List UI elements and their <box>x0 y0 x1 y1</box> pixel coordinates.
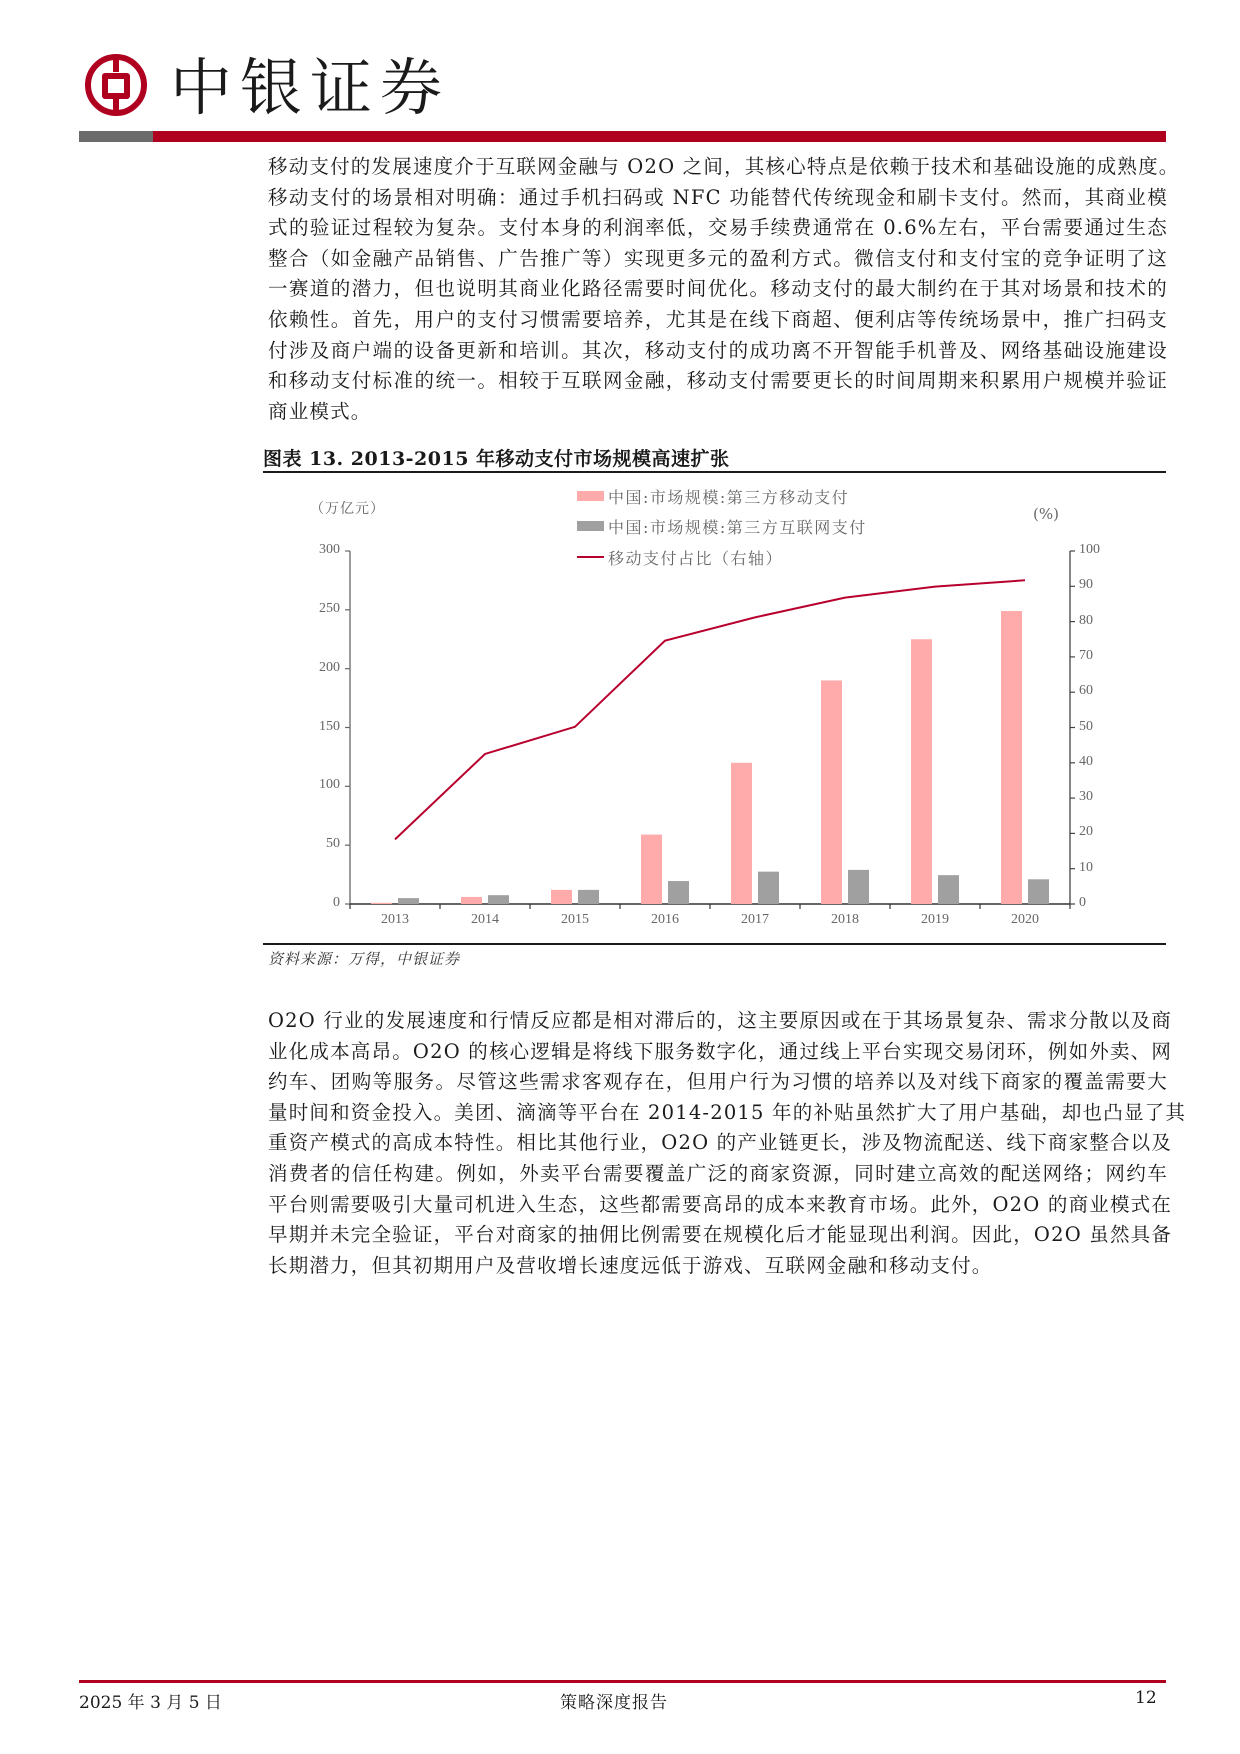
legend-label: 中国:市场规模:第三方互联网支付 <box>608 517 867 537</box>
legend-label: 移动支付占比（右轴） <box>608 548 784 568</box>
bar <box>398 898 419 904</box>
bar <box>1028 879 1049 904</box>
bar <box>371 903 392 904</box>
x-tick-label: 2014 <box>471 912 499 927</box>
left-tick-label: 200 <box>319 659 340 675</box>
paragraph-line: 整合（如金融产品销售、广告推广等）实现更多元的盈利方式。微信支付和支付宝的竞争证明了这 <box>268 246 1168 270</box>
bar <box>551 890 572 904</box>
paragraph-line: 式的验证过程较为复杂。支付本身的利润率低，交易手续费通常在 0.6%左右，平台需要通过生态 <box>268 216 1168 240</box>
bar <box>641 835 662 904</box>
bar <box>938 875 959 904</box>
paragraph-line: 付涉及商户端的设备更新和培训。其次，移动支付的成功离不开智能手机普及、网络基础设施建设 <box>268 338 1168 362</box>
paragraph-line: O2O 行业的发展速度和行情反应都是相对滞后的，这主要原因或在于其场景复杂、需求分散以及商 <box>268 1009 1173 1032</box>
left-tick-label: 150 <box>319 718 340 734</box>
legend-label: 中国:市场规模:第三方移动支付 <box>608 487 850 507</box>
paragraph-line: 约车、团购等服务。尽管这些需求客观存在，但用户行为习惯的培养以及对线下商家的覆盖需要大 <box>268 1070 1168 1094</box>
paragraph-line: 和移动支付标准的统一。相较于互联网金融，移动支付需要更长的时间周期来积累用户规模并验证 <box>268 369 1168 393</box>
brand-name: 中银证券 <box>170 51 451 124</box>
x-tick-label: 2019 <box>921 912 949 927</box>
right-tick-label: 30 <box>1079 789 1093 805</box>
bar <box>461 897 482 904</box>
right-tick-label: 10 <box>1079 859 1093 875</box>
paragraph-line: 长期潜力，但其初期用户及营收增长速度远低于游戏、互联网金融和移动支付。 <box>268 1253 993 1277</box>
paragraph-line: 移动支付的发展速度介于互联网金融与 O2O 之间，其核心特点是依赖于技术和基础设施的成熟度。 <box>268 155 1180 178</box>
o2o-paragraph <box>268 1006 1187 1281</box>
bar <box>758 872 779 904</box>
right-tick-label: 90 <box>1079 577 1093 593</box>
footer-rule <box>79 1680 1166 1683</box>
bar <box>668 881 689 904</box>
x-tick-label: 2013 <box>381 912 409 927</box>
x-tick-label: 2018 <box>831 912 859 927</box>
bar <box>578 890 599 904</box>
left-tick-label: 300 <box>319 542 340 557</box>
bar <box>911 639 932 904</box>
figure-title: 图表 13. 2013-2015 年移动支付市场规模高速扩张 <box>263 448 730 470</box>
left-tick-label: 0 <box>333 895 340 910</box>
x-tick-label: 2016 <box>651 912 679 927</box>
right-tick-label: 0 <box>1079 895 1086 910</box>
x-tick-label: 2020 <box>1011 912 1039 927</box>
right-axis-unit: (%) <box>1033 505 1059 523</box>
left-tick-label: 250 <box>319 600 340 616</box>
right-tick-label: 20 <box>1079 824 1093 840</box>
left-tick-label: 50 <box>326 836 340 852</box>
bar <box>848 870 869 904</box>
paragraph-line: 一赛道的潜力，但也说明其商业化路径需要时间优化。移动支付的最大制约在于其对场景和技术的 <box>268 277 1168 301</box>
paragraph-line: 量时间和资金投入。美团、滴滴等平台在 2014-2015 年的补贴虽然扩大了用户基础，却也凸显了其 <box>268 1100 1187 1124</box>
right-tick-label: 70 <box>1079 647 1093 663</box>
right-tick-label: 40 <box>1079 753 1093 769</box>
x-tick-label: 2017 <box>741 912 769 927</box>
right-tick-label: 50 <box>1079 718 1093 734</box>
footer-date: 2025 年 3 月 5 日 <box>79 1693 222 1713</box>
figure-bottom-rule <box>263 943 1166 945</box>
paragraph-line: 依赖性。首先，用户的支付习惯需要培养，尤其是在线下商超、便利店等传统场景中，推广扫码支 <box>268 307 1168 331</box>
bar <box>731 763 752 904</box>
paragraph-line: 消费者的信任构建。例如，外卖平台需要覆盖广泛的商家资源，同时建立高效的配送网络；网约车 <box>268 1161 1168 1185</box>
paragraph-line: 早期并未完全验证，平台对商家的抽佣比例需要在规模化后才能显现出利润。因此，O2O 虽然具备 <box>268 1223 1173 1247</box>
paragraph-line: 移动支付的场景相对明确：通过手机扫码或 NFC 功能替代传统现金和刷卡支付。然而，其商业模 <box>268 185 1168 209</box>
page-number: 12 <box>1135 1688 1157 1708</box>
figure-source: 资料来源：万得，中银证券 <box>268 950 461 968</box>
left-tick-label: 100 <box>319 777 340 793</box>
right-tick-label: 60 <box>1079 683 1093 699</box>
x-tick-label: 2015 <box>561 912 589 927</box>
bar <box>488 895 509 904</box>
paragraph-line: 重资产模式的高成本特性。相比其他行业，O2O 的产业链更长，涉及物流配送、线下商家整合以及 <box>268 1131 1173 1155</box>
bar <box>1001 611 1022 904</box>
bar <box>821 680 842 904</box>
paragraph-line: 业化成本高昂。O2O 的核心逻辑是将线下服务数字化，通过线上平台实现交易闭环，例如外卖、网 <box>268 1039 1173 1063</box>
right-tick-label: 100 <box>1079 542 1100 557</box>
footer-report-type: 策略深度报告 <box>560 1693 668 1713</box>
left-axis-unit: （万亿元） <box>310 501 385 517</box>
paragraph-line: 商业模式。 <box>268 399 372 423</box>
paragraph-line: 平台则需要吸引大量司机进入生态，这些都需要高昂的成本来教育市场。此外，O2O 的商业模式在 <box>268 1192 1173 1216</box>
right-tick-label: 80 <box>1079 612 1093 628</box>
